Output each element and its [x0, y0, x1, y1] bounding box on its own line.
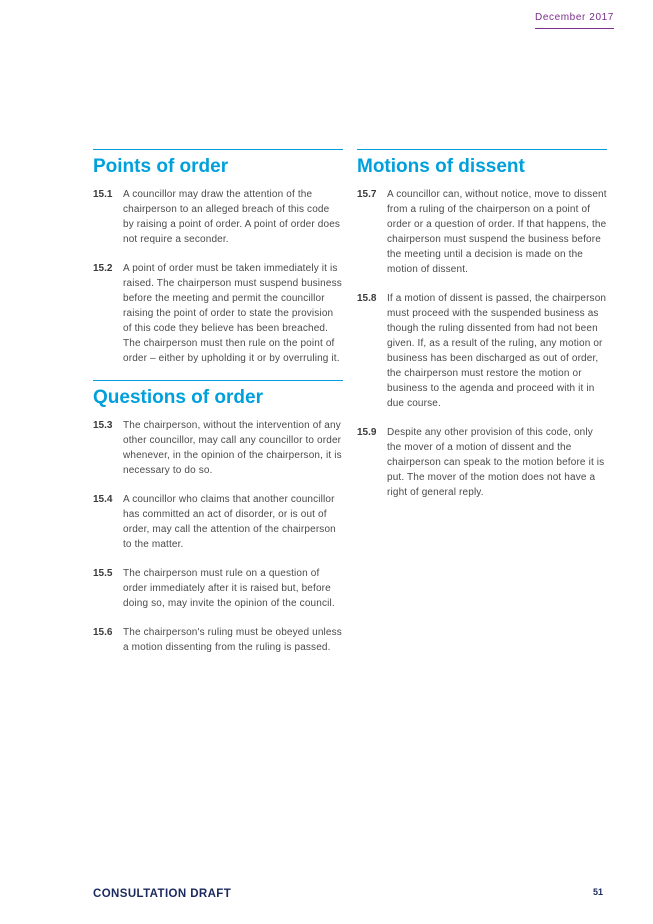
clause-15-8 [357, 291, 607, 411]
document-date: December 2017 [535, 12, 614, 29]
clause-15-7 [357, 187, 607, 277]
clause-15-9 [357, 425, 607, 500]
clause-text: A point of order must be taken immediately it is raised. The chairperson must suspend business before the meeting and permit the councillor raising the point of order to state the provision of this code they believe has been breached. The chairperson must then rule on the point of order – either by upholding it or by overruling it. [123, 263, 342, 364]
clause-number: 15.7 [357, 189, 377, 200]
clause-text: The chairperson, without the intervention of any other councillor, may call any councillor to order whenever, in the opinion of the chairperson, it is necessary to do so. [123, 420, 342, 476]
section-title: Questions of order [93, 387, 263, 408]
right-column [357, 149, 607, 514]
clause-15-6 [93, 625, 343, 655]
clause-text: A councillor may draw the attention of the chairperson to an alleged breach of this code by raising a point of order. A point of order does not require a seconder. [123, 189, 341, 245]
section-motions-of-dissent [357, 149, 607, 500]
clause-text: The chairperson's ruling must be obeyed unless a motion dissenting from the ruling is passed. [123, 627, 342, 653]
clause-number: 15.3 [93, 420, 113, 431]
clause-number: 15.4 [93, 494, 113, 505]
clause-number: 15.2 [93, 263, 113, 274]
clause-number: 15.1 [93, 189, 113, 200]
clause-number: 15.6 [93, 627, 113, 638]
section-points-of-order [93, 149, 343, 366]
clause-15-1 [93, 187, 343, 247]
clause-text: A councillor can, without notice, move to dissent from a ruling of the chairperson on a point of order or a question of order. If that happens, the chairperson must suspend the business before the meeting until a decision is made on the motion of dissent. [387, 189, 607, 275]
clause-text: Despite any other provision of this code, only the mover of a motion of dissent and the chairperson can speak to the motion before it is put. The mover of the motion does not have a right of general reply. [387, 427, 605, 498]
section-title: Points of order [93, 156, 229, 177]
section-title: Motions of dissent [357, 156, 525, 177]
clause-15-2 [93, 261, 343, 366]
clause-15-5 [93, 566, 343, 611]
left-column [93, 149, 343, 669]
page-number: 51 [593, 887, 604, 897]
clause-15-4 [93, 492, 343, 552]
clause-text: A councillor who claims that another councillor has committed an act of disorder, or is out of order, may call the attention of the chairperson to the matter. [123, 494, 336, 550]
clause-number: 15.8 [357, 293, 377, 304]
section-questions-of-order [93, 380, 343, 655]
footer-label: CONSULTATION DRAFT [93, 888, 232, 900]
clause-number: 15.9 [357, 427, 377, 438]
clause-number: 15.5 [93, 568, 113, 579]
clause-text: The chairperson must rule on a question of order immediately after it is raised but, before doing so, may invite the opinion of the council. [123, 568, 335, 609]
clause-text: If a motion of dissent is passed, the chairperson must proceed with the suspended business as though the ruling dissented from had not been given. If, as a result of the ruling, any motion or business has been discharged as out of order, the chairperson must restore the motion or business to the agenda and proceed with it in due course. [387, 293, 607, 409]
clause-15-3 [93, 418, 343, 478]
